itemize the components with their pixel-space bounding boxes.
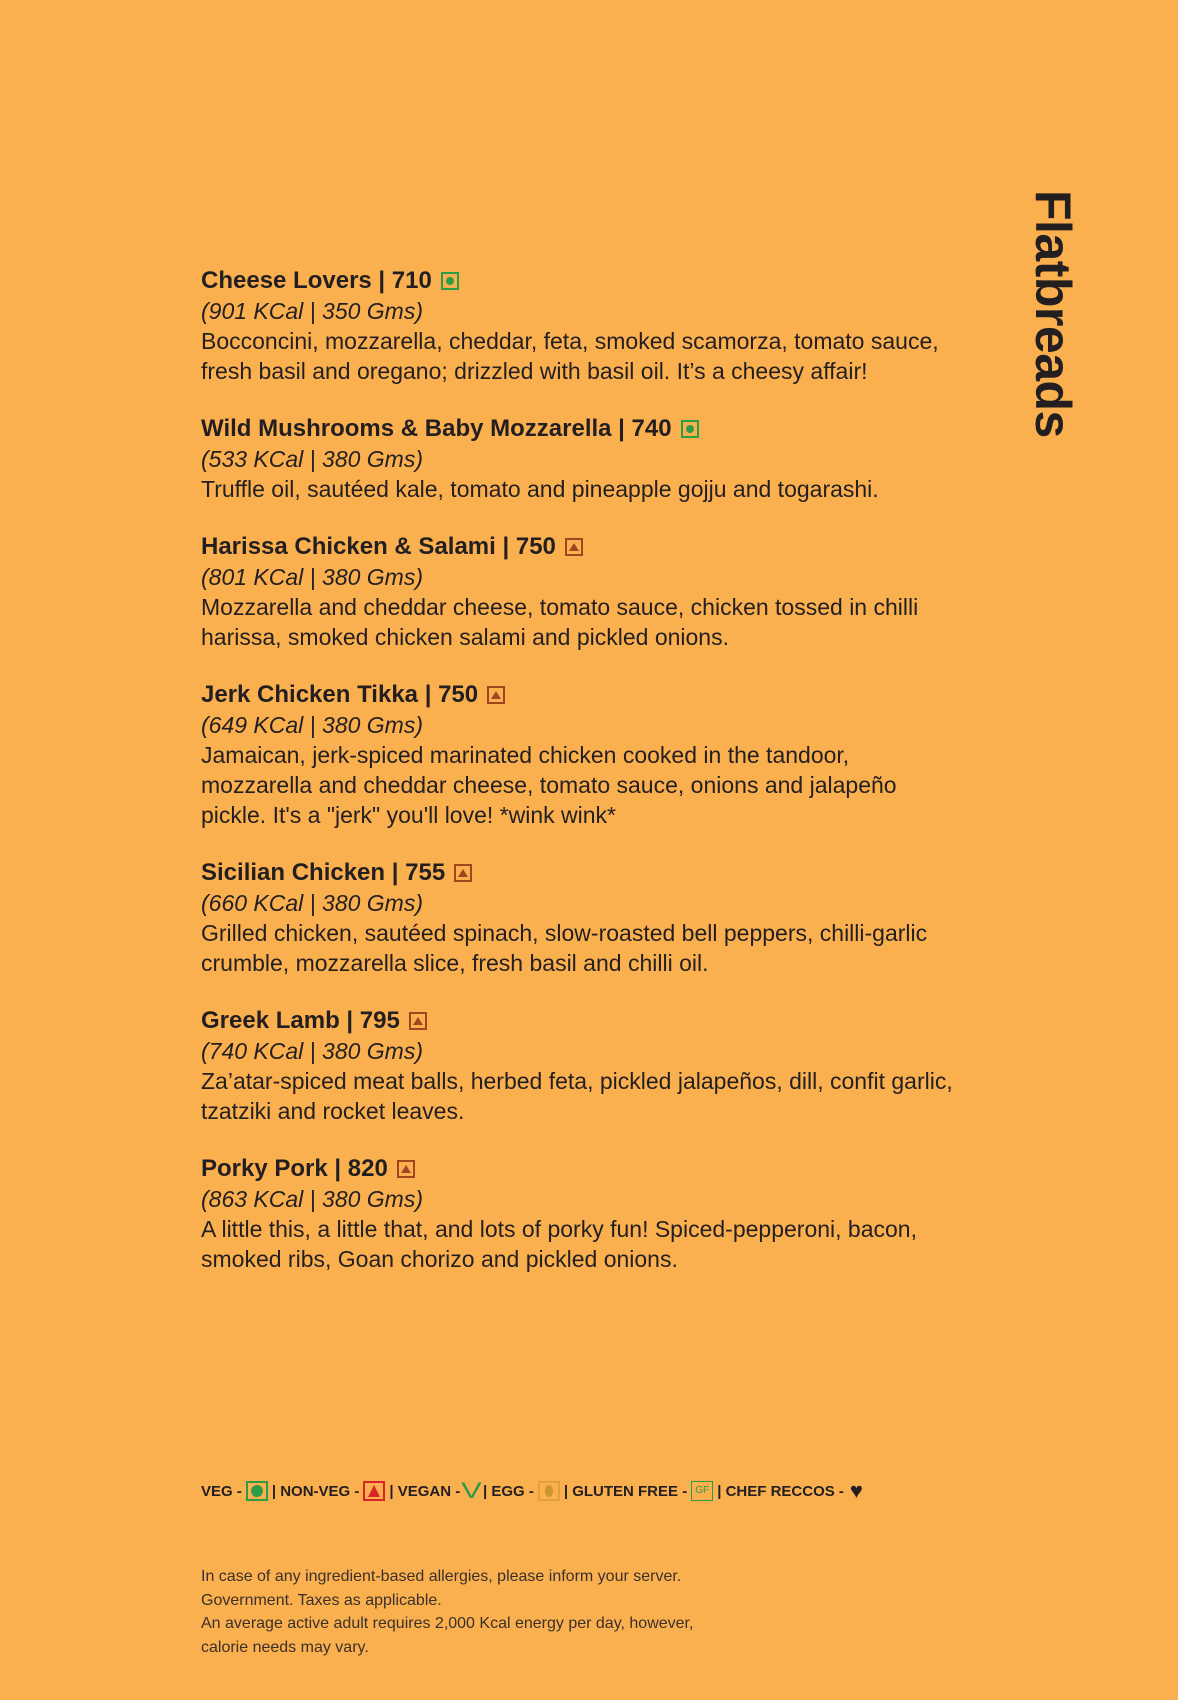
legend-veg-label: VEG - (201, 1482, 242, 1500)
menu-list (201, 266, 961, 1302)
veg-icon (441, 272, 459, 290)
footer-line: Government. Taxes as applicable. (201, 1591, 442, 1609)
gluten-free-icon: GF (691, 1481, 713, 1501)
non-veg-icon (454, 864, 472, 882)
item-heading (201, 1154, 961, 1184)
footer-notes (201, 1565, 801, 1659)
item-title: Jerk Chicken Tikka | 750 (201, 681, 479, 708)
menu-item (201, 414, 961, 504)
item-title: Cheese Lovers | 710 (201, 267, 432, 294)
menu-item (201, 1006, 961, 1126)
item-title: Greek Lamb | 795 (201, 1007, 400, 1034)
item-description: Jamaican, jerk-spiced marinated chicken cooked in the tandoor, mozzarella and cheddar cheese, tomato sauce, onions and jalapeño pickle. It's a "jerk" you'll love! *wink wink* (201, 742, 897, 828)
item-description: Za’atar-spiced meat balls, herbed feta, pickled jalapeños, dill, confit garlic, tzatziki and rocket leaves. (201, 1068, 953, 1124)
item-nutrition: (649 KCal | 380 Gms) (201, 712, 424, 738)
footer-line: An average active adult requires 2,000 Kcal energy per day, however, (201, 1615, 694, 1632)
item-heading (201, 266, 961, 296)
legend-vegan-label: | VEGAN - (389, 1482, 461, 1500)
item-heading (201, 680, 961, 710)
legend-gluten-free-label: | GLUTEN FREE - (563, 1482, 688, 1500)
item-description: Mozzarella and cheddar cheese, tomato sauce, chicken tossed in chilli harissa, smoked chicken salami and pickled onions. (201, 594, 919, 650)
item-heading (201, 1006, 961, 1036)
item-nutrition: (740 KCal | 380 Gms) (201, 1038, 424, 1064)
veg-icon (246, 1481, 268, 1501)
legend-nonveg-label: | NON-VEG - (271, 1482, 360, 1500)
menu-item (201, 532, 961, 652)
vegan-icon: V (461, 1478, 482, 1503)
footer-line: calorie needs may vary. (201, 1638, 369, 1656)
footer-line: In case of any ingredient-based allergies, please inform your server. (201, 1568, 682, 1585)
egg-icon (538, 1481, 560, 1501)
menu-item (201, 680, 961, 830)
non-veg-icon (487, 686, 505, 704)
section-title: Flatbreads (1025, 190, 1081, 438)
non-veg-icon (565, 538, 583, 556)
heart-icon: ♥ (849, 1478, 863, 1503)
non-veg-icon (397, 1160, 415, 1178)
item-title: Porky Pork | 820 (201, 1155, 388, 1182)
item-heading (201, 532, 961, 562)
menu-item (201, 858, 961, 978)
item-nutrition: (901 KCal | 350 Gms) (201, 298, 424, 324)
legend-egg-label: | EGG - (482, 1482, 534, 1500)
item-description: A little this, a little that, and lots of porky fun! Spiced-pepperoni, bacon, smoked ribs, Goan chorizo and pickled onions. (201, 1216, 917, 1272)
non-veg-icon (409, 1012, 427, 1030)
menu-item (201, 266, 961, 386)
item-nutrition: (801 KCal | 380 Gms) (201, 564, 424, 590)
item-heading (201, 414, 961, 444)
item-description: Truffle oil, sautéed kale, tomato and pineapple gojju and togarashi. (201, 476, 879, 502)
item-description: Grilled chicken, sautéed spinach, slow-roasted bell peppers, chilli-garlic crumble, mozzarella slice, fresh basil and chilli oil. (201, 920, 928, 976)
item-title: Harissa Chicken & Salami | 750 (201, 533, 556, 560)
item-nutrition: (533 KCal | 380 Gms) (201, 446, 424, 472)
item-nutrition: (863 KCal | 380 Gms) (201, 1186, 424, 1212)
item-heading (201, 858, 961, 888)
non-veg-icon (363, 1481, 385, 1501)
item-title: Wild Mushrooms & Baby Mozzarella | 740 (201, 415, 672, 442)
item-title: Sicilian Chicken | 755 (201, 859, 446, 886)
item-description: Bocconcini, mozzarella, cheddar, feta, smoked scamorza, tomato sauce, fresh basil and oregano; drizzled with basil oil. It’s a cheesy affair! (201, 328, 939, 384)
legend-chef-reccos-label: | CHEF RECCOS - (717, 1482, 844, 1500)
dietary-legend (201, 1478, 863, 1504)
item-nutrition: (660 KCal | 380 Gms) (201, 890, 424, 916)
veg-icon (681, 420, 699, 438)
menu-item (201, 1154, 961, 1274)
